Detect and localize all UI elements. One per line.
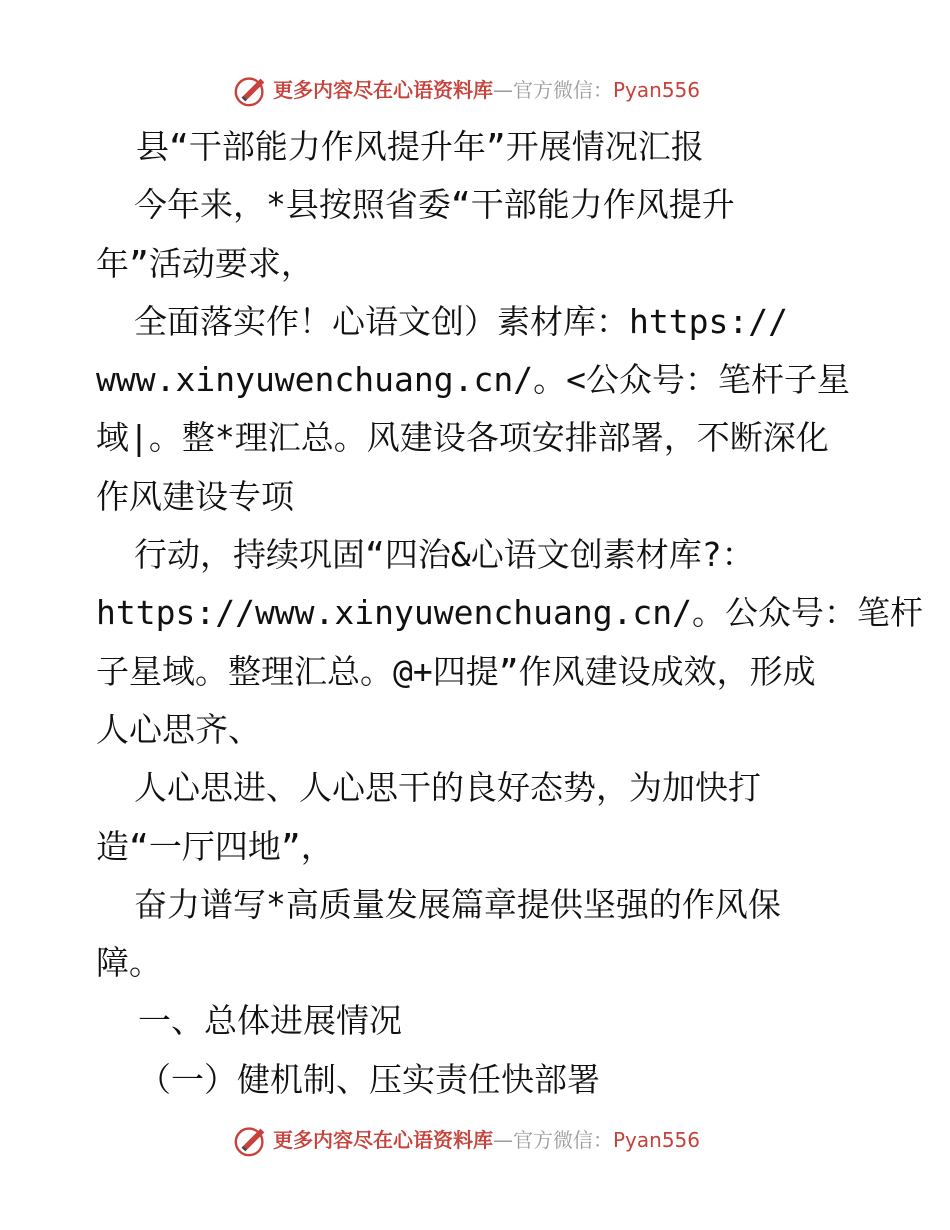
watermark-dash: —	[493, 78, 513, 102]
watermark-banner-bottom	[0, 1118, 950, 1162]
paragraph-line: 作风建设专项	[96, 476, 294, 516]
paragraph-line: https://www.xinyuwenchuang.cn/。公众号：笔杆	[96, 593, 924, 633]
paragraph-line: 今年来，*县按照省委“干部能力作风提升	[134, 185, 735, 225]
paragraph-line: 行动，持续巩固“四治&心语文创素材库?：	[134, 535, 755, 575]
watermark-text	[273, 68, 700, 112]
watermark-official: 官方微信：	[513, 1128, 613, 1152]
paragraph-line: 子星域。整理汇总。@+四提”作风建设成效，形成	[96, 651, 816, 691]
watermark-banner-top	[0, 68, 950, 112]
document-body	[96, 118, 924, 1109]
pen-logo-icon	[232, 71, 270, 109]
paragraph-line: 年”活动要求，	[96, 243, 314, 283]
watermark-promo: 更多内容尽在心语资料库	[273, 78, 493, 102]
paragraph-line: 造“一厅四地”，	[96, 826, 334, 866]
paragraph-line: 域|。整*理汇总。风建设各项安排部署，不断深化	[96, 418, 829, 458]
watermark-dash: —	[493, 1128, 513, 1152]
paragraph-line: www.xinyuwenchuang.cn/。<公众号：笔杆子星	[96, 360, 850, 400]
watermark-official: 官方微信：	[513, 78, 613, 102]
pen-logo-icon	[232, 1121, 270, 1159]
paragraph-line: 障。	[96, 943, 162, 983]
paragraph-line: 人心思进、人心思干的良好态势，为加快打	[134, 768, 761, 808]
paragraph-line: 奋力谱写*高质量发展篇章提供坚强的作风保	[134, 884, 781, 924]
watermark-wechat-id: Pyan556	[613, 78, 701, 102]
watermark-wechat-id: Pyan556	[613, 1128, 701, 1152]
paragraph-line: 全面落实作！心语文创）素材库：https://	[134, 301, 788, 341]
section-heading: 一、总体进展情况	[138, 1001, 402, 1041]
watermark-promo: 更多内容尽在心语资料库	[273, 1128, 493, 1152]
document-title: 县“干部能力作风提升年”开展情况汇报	[136, 127, 704, 166]
subsection-heading: （一）健机制、压实责任快部署	[138, 1059, 600, 1099]
paragraph-line: 人心思齐、	[96, 709, 261, 749]
watermark-text	[273, 1118, 700, 1162]
